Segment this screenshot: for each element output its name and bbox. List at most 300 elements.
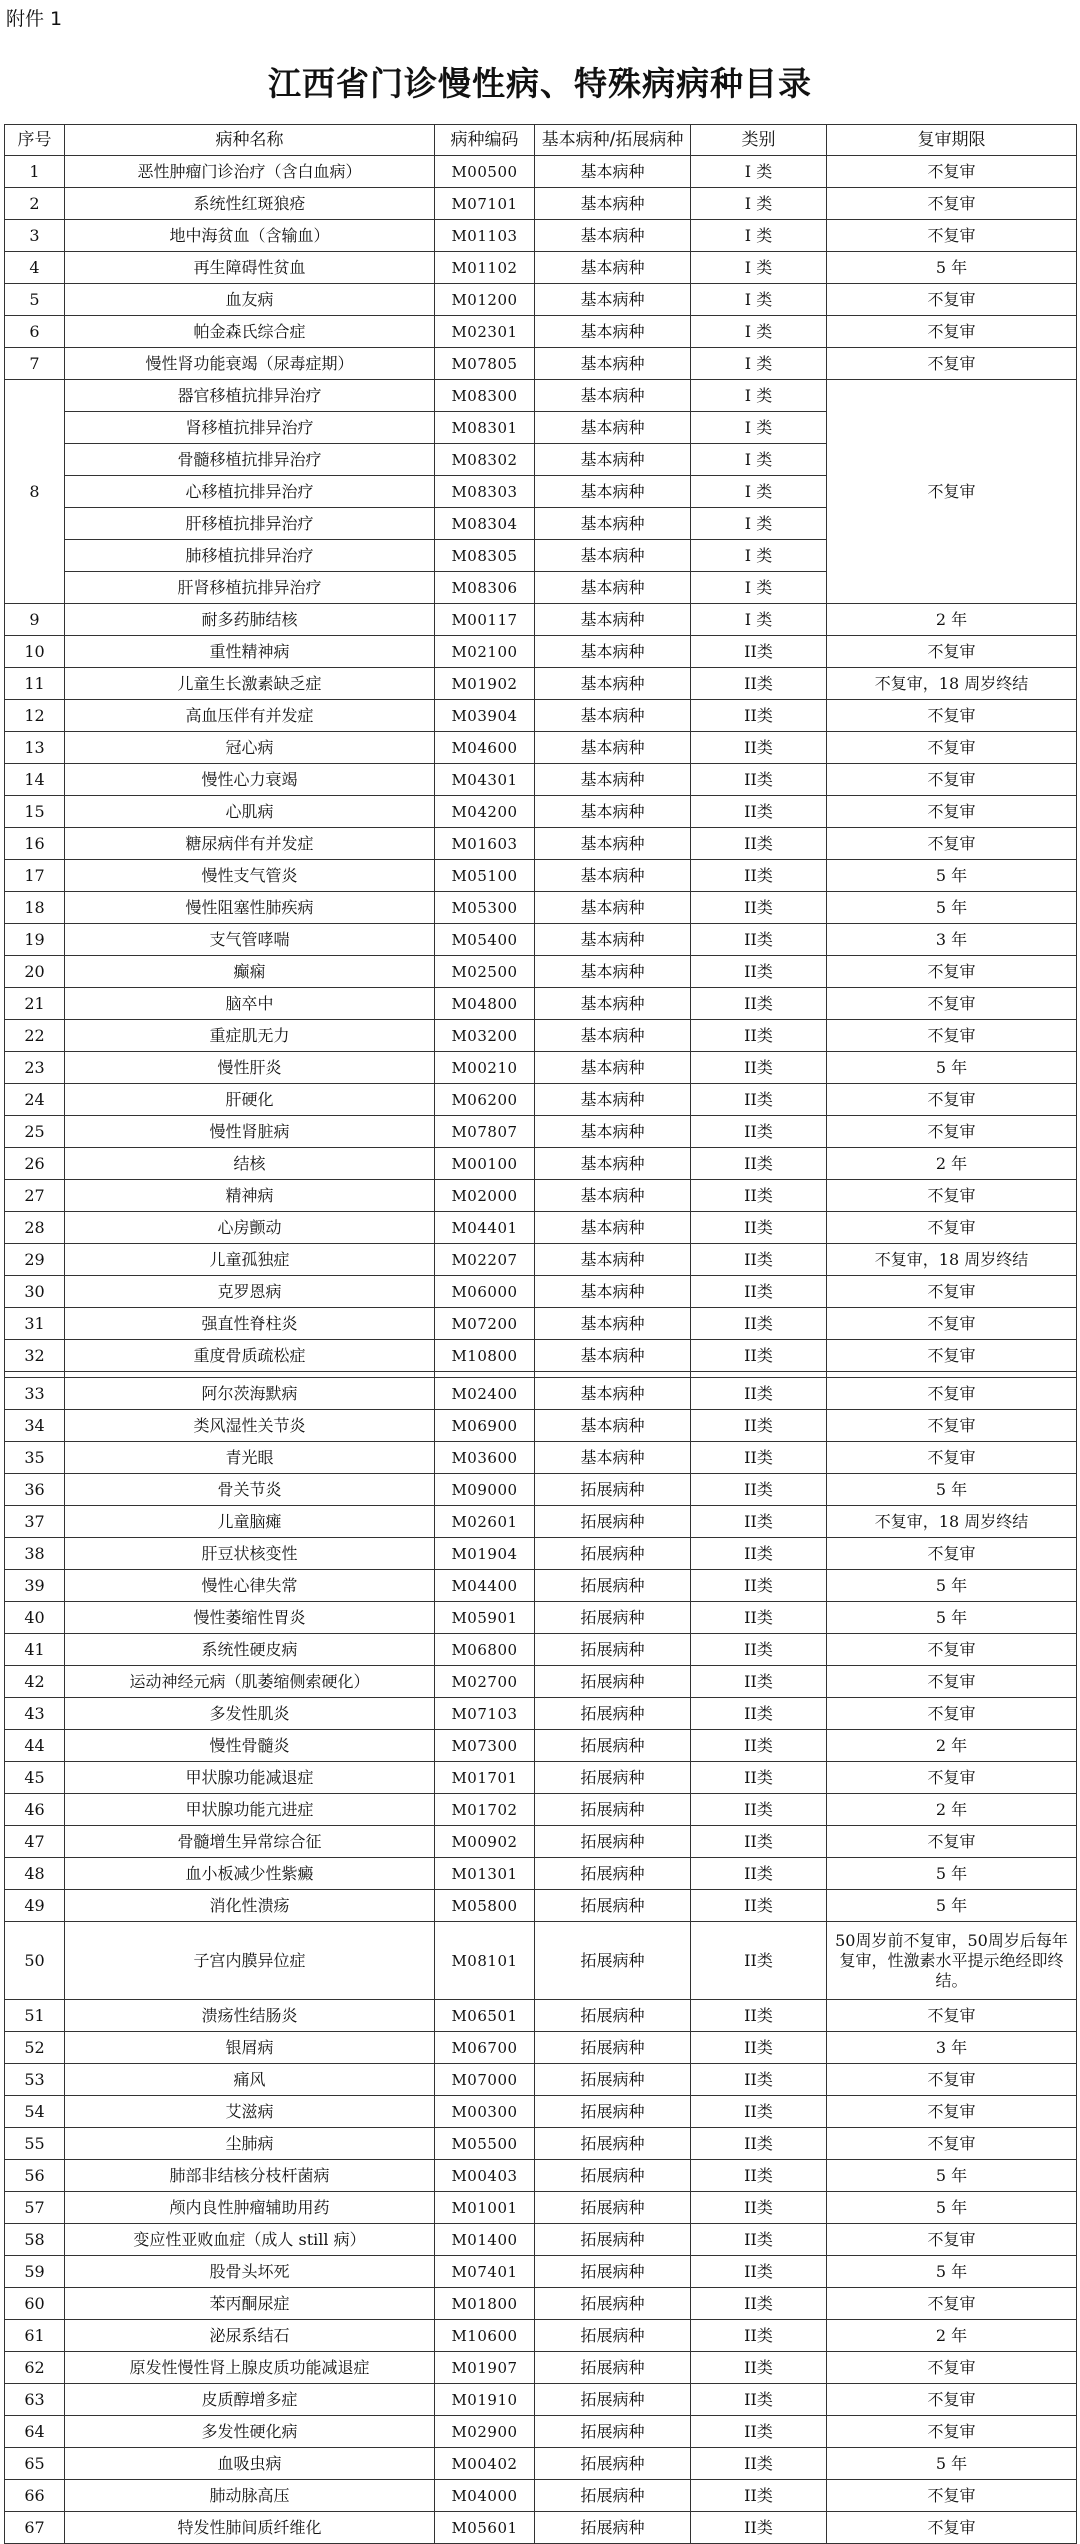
disease-category: II类 [691,1794,827,1826]
review-period: 不复审 [827,700,1077,732]
disease-name: 慢性骨髓炎 [65,1730,435,1762]
table-row [5,2256,1077,2288]
table-body [5,156,1077,2544]
table-header-row [5,125,1077,156]
table-row [5,2160,1077,2192]
table-row [5,1212,1077,1244]
disease-type: 拓展病种 [535,1666,691,1698]
row-number: 1 [5,156,65,188]
review-period: 不复审 [827,2384,1077,2416]
review-period: 不复审 [827,796,1077,828]
review-period: 不复审 [827,2288,1077,2320]
table-row [5,1308,1077,1340]
row-number: 25 [5,1116,65,1148]
row-number: 66 [5,2480,65,2512]
disease-code: M01301 [435,1858,535,1890]
disease-category: II类 [691,1148,827,1180]
review-period: 不复审 [827,156,1077,188]
disease-type: 基本病种 [535,636,691,668]
disease-name: 苯丙酮尿症 [65,2288,435,2320]
disease-name: 泌尿系结石 [65,2320,435,2352]
disease-name: 肺移植抗排异治疗 [65,540,435,572]
disease-category: II类 [691,1634,827,1666]
disease-category: II类 [691,2256,827,2288]
disease-name: 慢性阻塞性肺疾病 [65,892,435,924]
disease-code: M04301 [435,764,535,796]
disease-type: 基本病种 [535,1340,691,1372]
row-number: 51 [5,2000,65,2032]
review-period: 不复审 [827,1698,1077,1730]
row-number: 18 [5,892,65,924]
disease-name: 器官移植抗排异治疗 [65,380,435,412]
disease-code: M01001 [435,2192,535,2224]
disease-category: II类 [691,1826,827,1858]
disease-code: M05500 [435,2128,535,2160]
table-row [5,220,1077,252]
row-number: 39 [5,1570,65,1602]
disease-name: 溃疡性结肠炎 [65,2000,435,2032]
disease-name: 重症肌无力 [65,1020,435,1052]
table-row [5,1020,1077,1052]
disease-type: 拓展病种 [535,2000,691,2032]
disease-name: 儿童孤独症 [65,1244,435,1276]
header-review: 复审期限 [827,125,1077,156]
row-number: 27 [5,1180,65,1212]
disease-name: 慢性心律失常 [65,1570,435,1602]
disease-category: II类 [691,1410,827,1442]
disease-name: 类风湿性关节炎 [65,1410,435,1442]
attachment-label: 附件 1 [6,8,63,30]
disease-code: M01103 [435,220,535,252]
disease-name: 强直性脊柱炎 [65,1308,435,1340]
disease-type: 基本病种 [535,1276,691,1308]
disease-code: M00210 [435,1052,535,1084]
disease-name: 阿尔茨海默病 [65,1378,435,1410]
row-number: 46 [5,1794,65,1826]
table-row [5,2416,1077,2448]
disease-category: II类 [691,1602,827,1634]
disease-code: M04000 [435,2480,535,2512]
disease-name: 系统性红斑狼疮 [65,188,435,220]
disease-code: M06501 [435,2000,535,2032]
review-period: 不复审 [827,636,1077,668]
review-period: 不复审 [827,1276,1077,1308]
disease-name: 子宫内膜异位症 [65,1922,435,2000]
disease-name: 甲状腺功能减退症 [65,1762,435,1794]
disease-name: 血友病 [65,284,435,316]
disease-name: 重性精神病 [65,636,435,668]
disease-category: II类 [691,1538,827,1570]
table-row [5,1794,1077,1826]
disease-category: II类 [691,1506,827,1538]
disease-type: 基本病种 [535,828,691,860]
disease-type: 拓展病种 [535,1634,691,1666]
disease-category: II类 [691,2064,827,2096]
disease-category: I 类 [691,380,827,412]
review-period: 不复审 [827,2512,1077,2544]
disease-category: II类 [691,796,827,828]
disease-code: M03904 [435,700,535,732]
review-period: 不复审 [827,2096,1077,2128]
review-period: 5 年 [827,2448,1077,2480]
disease-category: II类 [691,2320,827,2352]
disease-category: II类 [691,636,827,668]
row-number: 5 [5,284,65,316]
table-row [5,1634,1077,1666]
disease-code: M02900 [435,2416,535,2448]
disease-code: M07805 [435,348,535,380]
disease-name: 血吸虫病 [65,2448,435,2480]
row-number: 14 [5,764,65,796]
review-period: 不复审 [827,1020,1077,1052]
table-row [5,188,1077,220]
disease-name: 尘肺病 [65,2128,435,2160]
disease-type: 基本病种 [535,540,691,572]
disease-name: 心移植抗排异治疗 [65,476,435,508]
disease-type: 拓展病种 [535,1602,691,1634]
disease-category: II类 [691,1474,827,1506]
disease-code: M01910 [435,2384,535,2416]
disease-category: I 类 [691,284,827,316]
disease-name: 血小板减少性紫癜 [65,1858,435,1890]
table-row [5,604,1077,636]
disease-code: M01907 [435,2352,535,2384]
row-number: 64 [5,2416,65,2448]
disease-code: M07200 [435,1308,535,1340]
disease-type: 基本病种 [535,380,691,412]
disease-category: I 类 [691,316,827,348]
row-number: 48 [5,1858,65,1890]
disease-code: M00300 [435,2096,535,2128]
disease-code: M07101 [435,188,535,220]
disease-name: 慢性萎缩性胃炎 [65,1602,435,1634]
table-row [5,732,1077,764]
disease-category: II类 [691,1570,827,1602]
row-number: 11 [5,668,65,700]
row-number: 21 [5,988,65,1020]
row-number: 9 [5,604,65,636]
table-row [5,1506,1077,1538]
disease-category: II类 [691,1020,827,1052]
row-number: 31 [5,1308,65,1340]
disease-category: II类 [691,2384,827,2416]
table-row [5,2352,1077,2384]
review-period: 不复审 [827,1666,1077,1698]
table-row [5,668,1077,700]
disease-category: II类 [691,1180,827,1212]
disease-name: 再生障碍性贫血 [65,252,435,284]
disease-code: M05400 [435,924,535,956]
disease-category: II类 [691,2448,827,2480]
table-row [5,2320,1077,2352]
disease-code: M06200 [435,1084,535,1116]
table-row [5,1826,1077,1858]
row-number: 67 [5,2512,65,2544]
table-row [5,2384,1077,2416]
disease-code: M01800 [435,2288,535,2320]
row-number: 8 [5,380,65,604]
review-period: 5 年 [827,1474,1077,1506]
disease-type: 拓展病种 [535,2448,691,2480]
table-row [5,1922,1077,2000]
table-row [5,1890,1077,1922]
disease-category: I 类 [691,252,827,284]
row-number: 30 [5,1276,65,1308]
review-period: 不复审 [827,188,1077,220]
disease-code: M02000 [435,1180,535,1212]
disease-code: M08300 [435,380,535,412]
table-row [5,1474,1077,1506]
review-period: 不复审，18 周岁终结 [827,668,1077,700]
review-period: 不复审 [827,1826,1077,1858]
disease-type: 基本病种 [535,1378,691,1410]
disease-code: M02301 [435,316,535,348]
disease-name: 儿童生长激素缺乏症 [65,668,435,700]
disease-code: M00100 [435,1148,535,1180]
header-name: 病种名称 [65,125,435,156]
table-row [5,1052,1077,1084]
disease-category: II类 [691,1730,827,1762]
disease-type: 拓展病种 [535,1698,691,1730]
disease-type: 基本病种 [535,284,691,316]
disease-code: M00902 [435,1826,535,1858]
disease-type: 拓展病种 [535,2128,691,2160]
table-row [5,796,1077,828]
table-row [5,1602,1077,1634]
disease-category: II类 [691,2032,827,2064]
row-number: 63 [5,2384,65,2416]
disease-code: M02500 [435,956,535,988]
review-period: 不复审，18 周岁终结 [827,1244,1077,1276]
disease-code: M05901 [435,1602,535,1634]
disease-code: M09000 [435,1474,535,1506]
disease-type: 基本病种 [535,156,691,188]
review-period: 不复审 [827,2480,1077,2512]
disease-code: M06700 [435,2032,535,2064]
disease-type: 拓展病种 [535,2288,691,2320]
disease-category: I 类 [691,220,827,252]
review-period: 5 年 [827,2192,1077,2224]
table-row [5,956,1077,988]
header-type: 基本病种/拓展病种 [535,125,691,156]
disease-category: I 类 [691,540,827,572]
disease-type: 拓展病种 [535,2416,691,2448]
disease-code: M00500 [435,156,535,188]
disease-type: 拓展病种 [535,1922,691,2000]
review-period: 不复审 [827,1084,1077,1116]
row-number: 40 [5,1602,65,1634]
disease-code: M01701 [435,1762,535,1794]
disease-code: M01400 [435,2224,535,2256]
disease-name: 支气管哮喘 [65,924,435,956]
row-number: 61 [5,2320,65,2352]
disease-code: M03200 [435,1020,535,1052]
disease-type: 基本病种 [535,252,691,284]
disease-name: 癫痫 [65,956,435,988]
disease-category: II类 [691,1212,827,1244]
row-number: 54 [5,2096,65,2128]
table-row [5,1858,1077,1890]
table-row [5,2064,1077,2096]
table-row [5,1148,1077,1180]
disease-name: 帕金森氏综合症 [65,316,435,348]
disease-code: M07103 [435,1698,535,1730]
row-number: 43 [5,1698,65,1730]
review-period: 不复审 [827,284,1077,316]
disease-category: II类 [691,2416,827,2448]
disease-category: II类 [691,924,827,956]
table-row [5,2128,1077,2160]
disease-code: M05800 [435,1890,535,1922]
disease-code: M00117 [435,604,535,636]
table-row [5,1410,1077,1442]
table-row [5,1538,1077,1570]
disease-category: II类 [691,956,827,988]
disease-type: 基本病种 [535,220,691,252]
disease-type: 基本病种 [535,1148,691,1180]
disease-type: 基本病种 [535,860,691,892]
disease-type: 拓展病种 [535,2480,691,2512]
review-period: 不复审 [827,1762,1077,1794]
disease-category: II类 [691,732,827,764]
table-row [5,636,1077,668]
review-period: 5 年 [827,1858,1077,1890]
disease-name: 变应性亚败血症（成人 still 病） [65,2224,435,2256]
disease-category: II类 [691,2512,827,2544]
review-period: 不复审 [827,732,1077,764]
row-number: 45 [5,1762,65,1794]
table-row [5,2448,1077,2480]
disease-category: II类 [691,1308,827,1340]
disease-name: 地中海贫血（含输血） [65,220,435,252]
row-number: 58 [5,2224,65,2256]
disease-name: 肝肾移植抗排异治疗 [65,572,435,604]
disease-category: II类 [691,1698,827,1730]
disease-code: M01902 [435,668,535,700]
disease-category: II类 [691,2128,827,2160]
table-row [5,1276,1077,1308]
disease-name: 消化性溃疡 [65,1890,435,1922]
row-number: 65 [5,2448,65,2480]
disease-name: 冠心病 [65,732,435,764]
review-period: 不复审 [827,1212,1077,1244]
header-code: 病种编码 [435,125,535,156]
disease-category: II类 [691,1890,827,1922]
table-row [5,1180,1077,1212]
disease-code: M07401 [435,2256,535,2288]
header-no: 序号 [5,125,65,156]
review-period: 不复审 [827,764,1077,796]
table-row [5,1340,1077,1372]
disease-code: M06900 [435,1410,535,1442]
disease-name: 肾移植抗排异治疗 [65,412,435,444]
disease-code: M04401 [435,1212,535,1244]
review-period: 3 年 [827,924,1077,956]
table-row [5,1730,1077,1762]
disease-type: 拓展病种 [535,2256,691,2288]
row-number: 20 [5,956,65,988]
review-period: 不复审 [827,1340,1077,1372]
review-period: 2 年 [827,1148,1077,1180]
row-number: 7 [5,348,65,380]
disease-code: M04200 [435,796,535,828]
disease-code: M08304 [435,508,535,540]
disease-name: 慢性肝炎 [65,1052,435,1084]
table-row [5,860,1077,892]
disease-name: 慢性心力衰竭 [65,764,435,796]
disease-code: M04400 [435,1570,535,1602]
disease-name: 结核 [65,1148,435,1180]
table-row [5,348,1077,380]
disease-type: 基本病种 [535,956,691,988]
disease-type: 基本病种 [535,316,691,348]
disease-name: 慢性肾功能衰竭（尿毒症期） [65,348,435,380]
review-period: 5 年 [827,892,1077,924]
disease-name: 银屑病 [65,2032,435,2064]
disease-category: I 类 [691,412,827,444]
table-row [5,2096,1077,2128]
disease-type: 拓展病种 [535,1474,691,1506]
row-number: 19 [5,924,65,956]
disease-name: 骨髓移植抗排异治疗 [65,444,435,476]
disease-name: 心房颤动 [65,1212,435,1244]
disease-code: M08305 [435,540,535,572]
disease-name: 艾滋病 [65,2096,435,2128]
disease-name: 肝豆状核变性 [65,1538,435,1570]
disease-type: 基本病种 [535,1244,691,1276]
table-row [5,1244,1077,1276]
table-row [5,2192,1077,2224]
review-period: 2 年 [827,604,1077,636]
row-number: 13 [5,732,65,764]
row-number: 4 [5,252,65,284]
disease-category: II类 [691,1666,827,1698]
disease-code: M04800 [435,988,535,1020]
review-period: 5 年 [827,1890,1077,1922]
row-number: 23 [5,1052,65,1084]
row-number: 28 [5,1212,65,1244]
row-number: 56 [5,2160,65,2192]
disease-code: M06000 [435,1276,535,1308]
disease-code: M02601 [435,1506,535,1538]
disease-category: II类 [691,1858,827,1890]
disease-type: 基本病种 [535,1052,691,1084]
disease-name: 甲状腺功能亢进症 [65,1794,435,1826]
review-period: 不复审 [827,1410,1077,1442]
table-row [5,1762,1077,1794]
disease-type: 拓展病种 [535,2384,691,2416]
disease-type: 拓展病种 [535,2160,691,2192]
row-number: 62 [5,2352,65,2384]
table-row [5,252,1077,284]
table-row [5,700,1077,732]
disease-type: 基本病种 [535,1084,691,1116]
table-row [5,2512,1077,2544]
row-number: 2 [5,188,65,220]
disease-type: 拓展病种 [535,2352,691,2384]
disease-name: 肝移植抗排异治疗 [65,508,435,540]
review-period: 不复审 [827,828,1077,860]
review-period: 不复审 [827,1308,1077,1340]
disease-name: 肝硬化 [65,1084,435,1116]
disease-category: I 类 [691,604,827,636]
disease-type: 拓展病种 [535,1730,691,1762]
disease-name: 股骨头坏死 [65,2256,435,2288]
disease-category: II类 [691,988,827,1020]
disease-code: M07000 [435,2064,535,2096]
disease-type: 拓展病种 [535,1570,691,1602]
disease-type: 基本病种 [535,764,691,796]
